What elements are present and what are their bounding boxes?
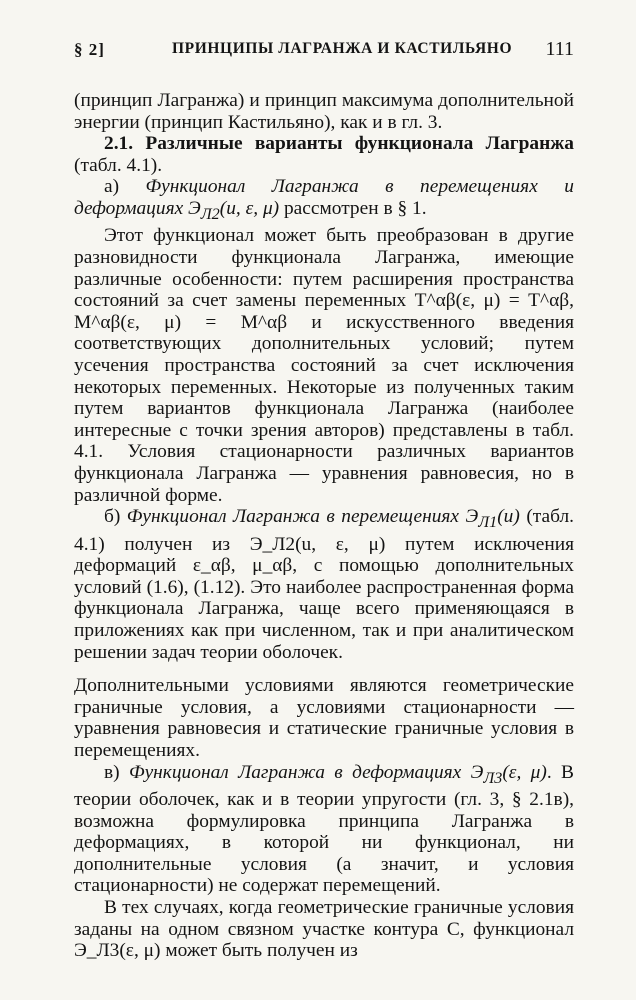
paragraph-c <box>74 762 574 897</box>
item-c-subscript: Л3 <box>483 769 503 787</box>
item-c-label: в) <box>104 761 129 783</box>
item-b-title: Функционал Лагранжа в перемещениях Э <box>126 506 479 528</box>
subsection-heading <box>74 133 574 176</box>
item-b-label: б) <box>104 506 127 528</box>
body-text <box>74 90 574 962</box>
paragraph-main: Этот функционал может быть преобразован в другие разновидности функционала Лагранжа, имеющие различные особенности: путем расширения пространства состояний за счет замены переменных T^αβ(ε, μ) = T^αβ, M^αβ(ε, μ) = M^αβ и искусственного введения соответствующих дополнительных условий; путем усечения пространства состояний за счет исключения некоторых переменных. Некоторые из полученных таким путем вариантов функционала Лагранжа (наиболее интересные с точки зрения авторов) представлены в табл. 4.1. Условия стационарности различных вариантов функционала Лагранжа — уравнения равновесия, но в различной форме. <box>74 225 574 506</box>
paragraph-final: В тех случаях, когда геометрические граничные условия заданы на одном связном участке контура C, функционал Э_Л3(ε, μ) может быть получен из <box>74 897 574 962</box>
subsection-title: 2.1. Различные варианты функционала Лагранжа <box>104 133 574 155</box>
item-c-title: Функционал Лагранжа в деформациях Э <box>128 761 484 783</box>
item-a-title: Функционал Лагранжа в перемещениях и деформациях Э <box>74 176 574 219</box>
paragraph-b <box>74 506 574 663</box>
item-a-rest: рассмотрен в § 1. <box>279 197 427 219</box>
item-a-subscript: Л2 <box>200 205 220 223</box>
item-c-rest: . В теории оболочек, как и в теории упругости (гл. 3, § 2.1в), возможна формулировка принципа Лагранжа в деформациях, в которой ни функционал, ни дополнительные условия (а значит, и условия стационарности) не содержат перемещений. <box>74 761 574 897</box>
item-b-rest: (табл. 4.1) получен из Э_Л2(u, ε, μ) путем исключения деформаций ε_αβ, μ_αβ, с помощью дополнительных условий (1.6), (1.12). Это наиболее распространенная форма функционала Лагранжа, чаще всего применяющаяся в приложениях как при численном, так и при аналитическом решении задач теории оболочек. <box>74 506 574 663</box>
item-b-args: (u) <box>497 506 520 528</box>
item-a-args: (u, ε, μ) <box>219 197 280 219</box>
paragraph-conditions: Дополнительными условиями являются геометрические граничные условия, а условиями стационарности — уравнения равновесия и статические граничные условия в перемещениях. <box>74 675 574 761</box>
subsection-tail: (табл. 4.1). <box>74 154 163 176</box>
section-marker: § 2] <box>74 40 105 59</box>
page-number: 111 <box>545 38 574 60</box>
running-header <box>0 36 636 66</box>
item-a-label: а) <box>104 176 146 198</box>
paragraph-continuation: (принцип Лагранжа) и принцип максимума дополнительной энергии (принцип Кастильяно), как и в гл. 3. <box>74 90 574 133</box>
item-b-subscript: Л1 <box>478 514 498 532</box>
running-title: ПРИНЦИПЫ ЛАГРАНЖА И КАСТИЛЬЯНО <box>172 40 513 57</box>
item-c-args: (ε, μ) <box>502 761 547 783</box>
paragraph-a <box>74 176 574 225</box>
